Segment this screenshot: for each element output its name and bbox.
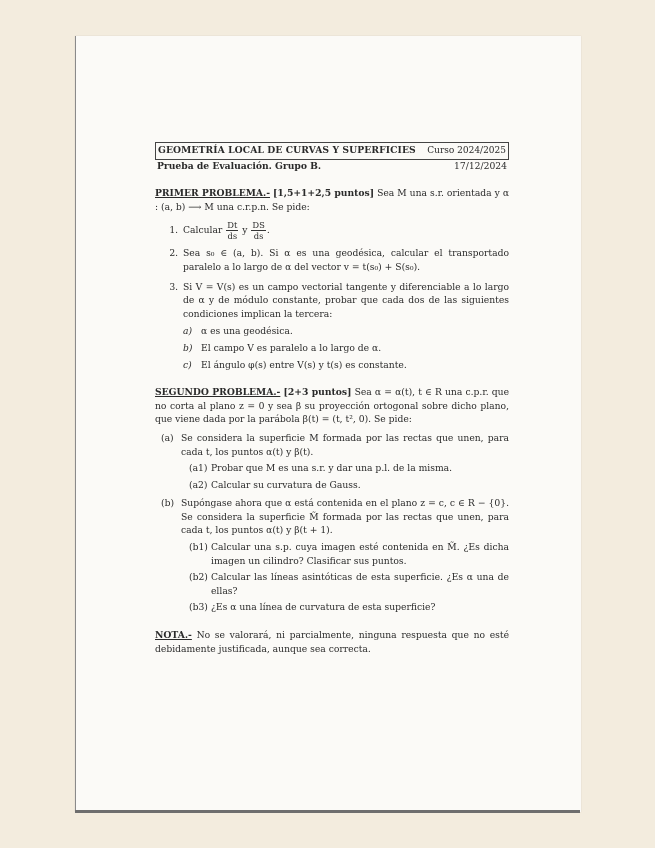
problem-1-item-3	[181, 281, 509, 373]
problem-1	[155, 187, 509, 372]
problem-2-intro: Sea α = α(t), t ∈ R una c.p.r. que no corta al plano z = 0 y sea β su proyección ortogonal sobre dicho plano, que viene dada por la parábola β(t) = (t, t², 0). Se pide:	[155, 387, 510, 426]
problem-2-title: SEGUNDO PROBLEMA.-	[155, 387, 281, 399]
part-b1-label: (b1)	[189, 542, 208, 554]
note	[155, 629, 509, 656]
condition-label: b)	[183, 342, 193, 354]
part-a	[155, 432, 509, 492]
fraction-numerator: Dt	[227, 220, 238, 231]
condition-label: c)	[183, 359, 192, 371]
condition-a	[183, 325, 509, 339]
problem-1-points: [1,5+1+2,5 puntos]	[273, 188, 375, 200]
exam-content	[155, 142, 509, 656]
note-text: No se valorará, ni parcialmente, ninguna respuesta que no esté debidamente justificada, aunque sea correcta.	[155, 630, 510, 655]
problem-2-points: [2+3 puntos]	[283, 387, 352, 399]
fraction-dt-ds	[226, 220, 238, 241]
part-b	[155, 497, 509, 615]
part-a2	[161, 479, 509, 493]
part-a1-text: Probar que M es una s.r. y dar una p.l. de la misma.	[211, 463, 453, 475]
fraction-numerator: DS	[252, 220, 265, 231]
part-b1-text: Calcular una s.p. cuya imagen esté contenida en M̃. ¿Es dicha imagen un cilindro? Clasificar sus puntos.	[211, 542, 509, 567]
part-b1	[161, 541, 509, 568]
condition-text: α es una geodésica.	[201, 326, 293, 338]
part-b-label: (b)	[161, 498, 175, 510]
exam-name: Prueba de Evaluación. Grupo B.	[157, 160, 322, 172]
part-a1	[161, 462, 509, 476]
fraction-denominator: ds	[227, 231, 238, 242]
item-1-conjunction: y	[242, 225, 248, 237]
part-b2-label: (b2)	[189, 572, 208, 584]
part-a-text: Se considera la superficie M formada por las rectas que unen, para cada t, los puntos α(t) y β(t).	[181, 432, 509, 458]
part-a-label: (a)	[161, 432, 174, 444]
condition-c	[183, 359, 509, 373]
part-b2	[161, 571, 509, 598]
problem-1-title: PRIMER PROBLEMA.-	[155, 188, 271, 200]
exam-date: 17/12/2024	[454, 160, 507, 172]
condition-b	[183, 342, 509, 356]
part-a2-label: (a2)	[189, 479, 208, 491]
problem-1-intro: Sea M una s.r. orientada y α : (a, b) ⟶ M una c.r.p.n. Se pide:	[155, 188, 510, 213]
condition-text: El campo V es paralelo a lo largo de α.	[201, 342, 382, 354]
header-subtitle-row	[155, 159, 509, 174]
part-b3	[161, 601, 509, 615]
part-b-text: Supóngase ahora que α está contenida en el plano z = c, c ∈ R − {0}. Se considera la superficie M̃ formada por las rectas que unen, para cada t, los puntos α(t) y β(t + 1).	[181, 498, 509, 537]
item-1-period: .	[266, 225, 270, 237]
course-title: GEOMETRÍA LOCAL DE CURVAS Y SUPERFICIES	[158, 145, 416, 156]
exam-header	[155, 142, 509, 173]
item-2-text: Sea s₀ ∈ (a, b). Si α es una geodésica, calcular el transportado paralelo a lo largo de α del vector v = t(s₀) + S(s₀).	[183, 248, 509, 273]
fraction-ds-ds	[251, 220, 265, 241]
part-b3-text: ¿Es α una línea de curvatura de esta superficie?	[211, 602, 436, 614]
item-3-text: Si V = V(s) es un campo vectorial tangente y diferenciable a lo largo de α y de módulo constante, probar que cada dos de las siguientes condiciones implican la tercera:	[183, 281, 509, 320]
condition-text: El ángulo φ(s) entre V(s) y t(s) es constante.	[201, 359, 407, 371]
condition-label: a)	[183, 326, 193, 338]
part-b2-text: Calcular las líneas asintóticas de esta superficie. ¿Es α una de ellas?	[211, 572, 509, 597]
problem-1-item-2	[181, 247, 509, 274]
sheet-bottom-edge	[75, 810, 580, 813]
part-a2-text: Calcular su curvatura de Gauss.	[211, 479, 361, 491]
part-b3-label: (b3)	[189, 602, 208, 614]
item-3-conditions	[183, 325, 509, 372]
problem-1-item-1	[181, 220, 509, 241]
item-1-text: Calcular	[183, 225, 223, 237]
problem-1-items	[155, 220, 509, 372]
note-title: NOTA.-	[155, 630, 192, 642]
academic-year: Curso 2024/2025	[427, 146, 506, 156]
problem-2	[155, 386, 509, 615]
fraction-denominator: ds	[253, 231, 264, 242]
header-title-row	[155, 142, 509, 159]
part-a1-label: (a1)	[189, 463, 208, 475]
